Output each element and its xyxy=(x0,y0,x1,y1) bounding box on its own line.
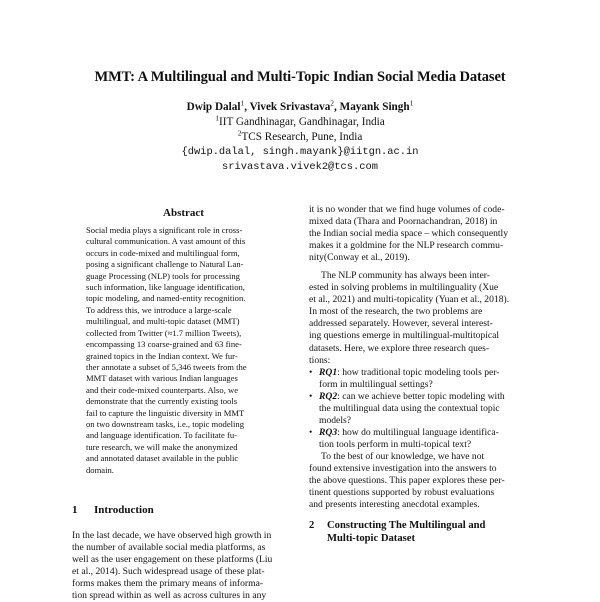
paper-title: MMT: A Multilingual and Multi-Topic Indian Social Media Dataset xyxy=(94,69,506,85)
abstract xyxy=(86,207,281,476)
email: {dwip.dalal, singh.mayank}@iitgn.ac.in xyxy=(181,146,419,158)
author-block xyxy=(0,100,600,175)
affiliation: $^2$TCS Research, Pune, India xyxy=(237,128,363,143)
research-questions-list xyxy=(309,367,532,451)
abstract-heading: Abstract xyxy=(163,207,204,219)
right-column-text xyxy=(309,204,532,545)
paragraph: To the best of our knowledge, we have not found extensive investigation into the answers to the above questions. This paper explores these per- tinent questions supported by robust evaluations and presents interesting anecdotal examples. xyxy=(309,450,505,511)
author-name: Mayank Singh xyxy=(339,101,410,113)
list-item: • RQ3: how do multilingual language identifica- tion tools perform in multi-topical text? xyxy=(309,427,532,451)
list-item: • RQ2: can we achieve better topic modeling with the multilingual data using the contextual topic models? xyxy=(309,391,532,427)
author-name: Dwip Dalal xyxy=(186,101,241,113)
introduction-text: In the last decade, we have observed high growth in the number of available social media platforms, as well as the user engagement on these platforms (Liu et al., 2014). Such widespread usage of these plat- forms makes them the primary means of informa- tion spread within as well as across cultures in any xyxy=(72,530,273,602)
paragraph: it is no wonder that we find huge volumes of code- mixed data (Thara and Poornachandran, 2018) in the Indian social media space – which consequently makes it a goldmine for the NLP research commu- nity(Conway et al., 2019). xyxy=(309,204,509,264)
author-name: Vivek Srivastava xyxy=(249,101,331,113)
paragraph: The NLP community has always been inter- ested in solving problems in multilinguality (Xue et al., 2021) and multi-topicality (Yuan et al., 2018). In most of the research, the two problems are addressed separately. However, several interest- ing questions emerge in multilingual-multitopical datasets. Here, we explore three research ques- tions: xyxy=(309,270,510,366)
section-2-heading: 2 Constructing The Multilingual and Multi-topic Dataset xyxy=(309,520,486,545)
email: srivastava.vivek2@tcs.com xyxy=(222,161,378,173)
section-1-heading: 1 Introduction xyxy=(72,504,154,516)
list-item: • RQ1: how traditional topic modeling tools per- form in multilingual settings? xyxy=(309,367,532,391)
affiliation: $^1$IIT Gandhinagar, Gandhinagar, India xyxy=(215,113,385,128)
abstract-text: Social media plays a significant role in cross- cultural communication. A vast amount of this occurs in code-mixed and multilingual form, posing a significant challenge to Natural Lan- guage Processing (NLP) tools for processing such information, like language identification, topic modeling, and named-entity recognition. To address this, we introduce a large-scale multilingual, and multi-topic dataset (MMT) collected from Twitter (≈1.7 million Tweets), encompassing 13 coarse-grained and 63 fine- grained topics in the Indian context. We fur- ther annotate a subset of 5,346 tweets from the MMT dataset with various Indian languages and their code-mixed counterparts. Also, we demonstrate that the currently existing tools fail to capture the linguistic diversity in MMT on two downstream tasks, i.e., topic modeling and language identification. To facilitate fu- ture research, we will make the anonymized and annotated dataset available in the public domain. xyxy=(86,225,247,475)
author-names: Dwip Dalal$^1$, Vivek Srivastava$^2$, Mayank Singh$^1$ xyxy=(186,98,414,113)
